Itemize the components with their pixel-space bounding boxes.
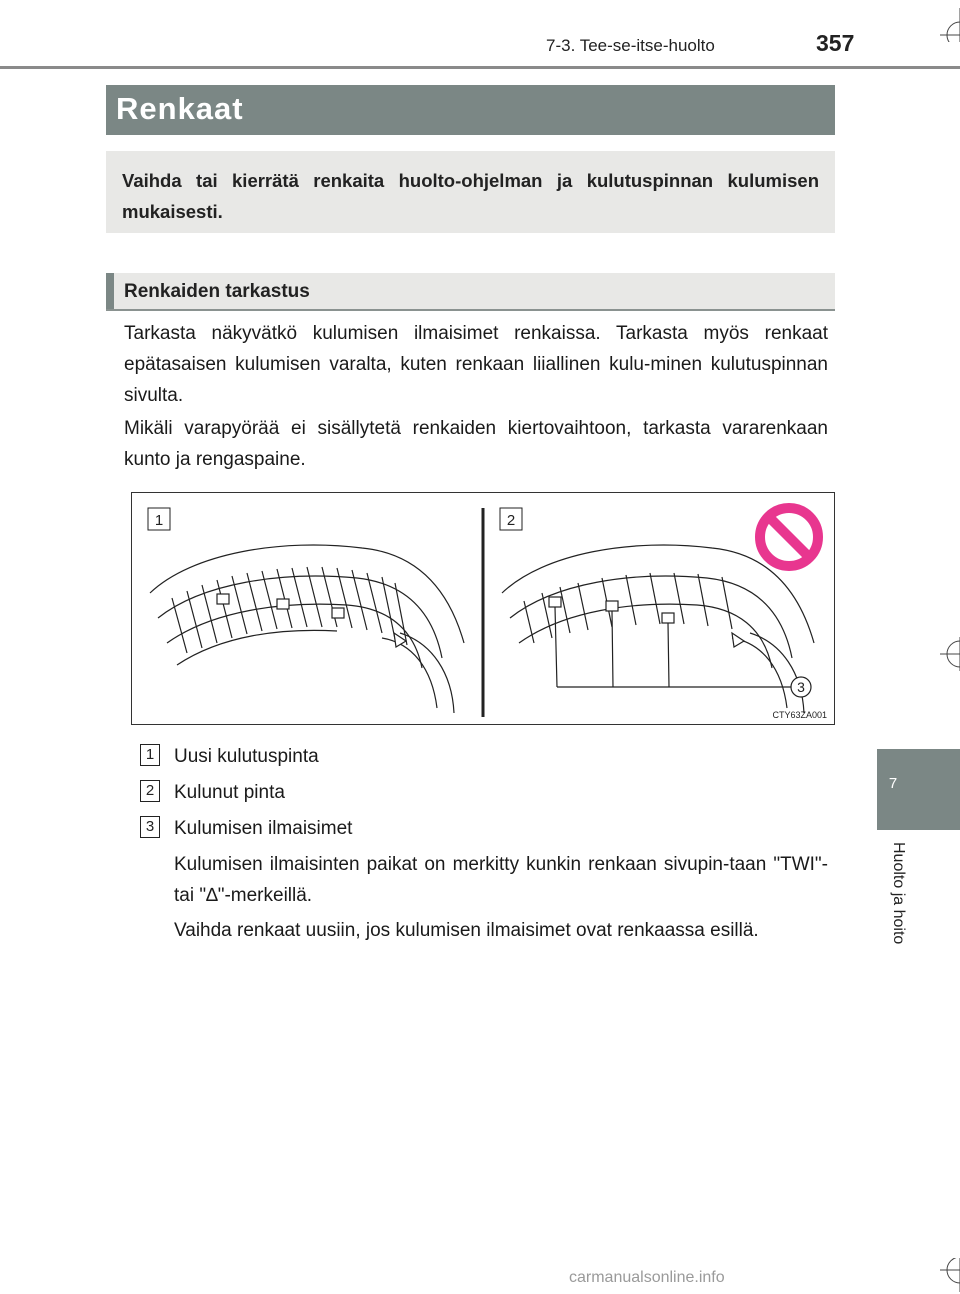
section-heading-bar (106, 273, 835, 311)
intro-box (106, 151, 835, 233)
svg-text:2: 2 (506, 512, 516, 529)
legend-label-2: Kulunut pinta (174, 782, 285, 803)
legend-label-1: Uusi kulutuspinta (174, 746, 319, 767)
note-paragraph: Kulumisen ilmaisinten paikat on merkitty kunkin renkaan sivupin-taan "TWI"- tai "∆"-merkeillä. (174, 854, 828, 906)
legend-badge-3: 3 (140, 816, 160, 838)
body-paragraph: Mikäli varapyörää ei sisällytetä renkaiden kiertovaihtoon, tarkasta vararenkaan kunto ja rengaspaine. (124, 418, 828, 470)
crop-mark-icon (935, 637, 960, 671)
tire-figure (131, 492, 835, 725)
heading-accent (106, 273, 114, 309)
prohibited-icon (760, 508, 818, 566)
crop-mark-icon (935, 1258, 960, 1292)
svg-text:1: 1 (154, 512, 164, 529)
legend-badge-1: 1 (140, 744, 160, 766)
watermark: carmanualsonline.info (569, 1269, 725, 1286)
new-tread-tire (150, 545, 464, 713)
page-title-bar (106, 85, 835, 135)
figure-code: CTY63ZA001 (772, 710, 827, 720)
section-breadcrumb: 7-3. Tee-se-itse-huolto (546, 36, 715, 55)
callout-2 (500, 508, 522, 530)
intro-text: Vaihda tai kierrätä renkaita huolto-ohjelman ja kulutuspinnan kulumisen mukaisesti. (122, 170, 819, 222)
note-paragraph: Vaihda renkaat uusiin, jos kulumisen ilmaisimet ovat renkaassa esillä. (174, 920, 759, 941)
chapter-number: 7 (888, 775, 898, 792)
crop-mark-icon (935, 8, 960, 42)
callout-3 (791, 677, 811, 697)
header-rule (0, 66, 960, 69)
section-heading: Renkaiden tarkastus (124, 281, 310, 302)
svg-text:3: 3 (797, 679, 805, 695)
worn-tread-tire (502, 545, 814, 713)
page-title: Renkaat (116, 91, 244, 126)
chapter-label-container (887, 842, 909, 972)
legend-badge-2: 2 (140, 780, 160, 802)
tire-illustration (132, 493, 834, 724)
callout-1 (148, 508, 170, 530)
legend-label-3: Kulumisen ilmaisimet (174, 818, 353, 839)
chapter-label: Huolto ja hoito (890, 842, 907, 945)
page-number: 357 (816, 30, 855, 56)
body-paragraph: Tarkasta näkyvätkö kulumisen ilmaisimet renkaissa. Tarkasta myös renkaat epätasaisen kulumisen varalta, kuten renkaan liiallinen kulu-minen kulutuspinnan sivulta. (124, 323, 828, 406)
chapter-tab (877, 749, 960, 830)
